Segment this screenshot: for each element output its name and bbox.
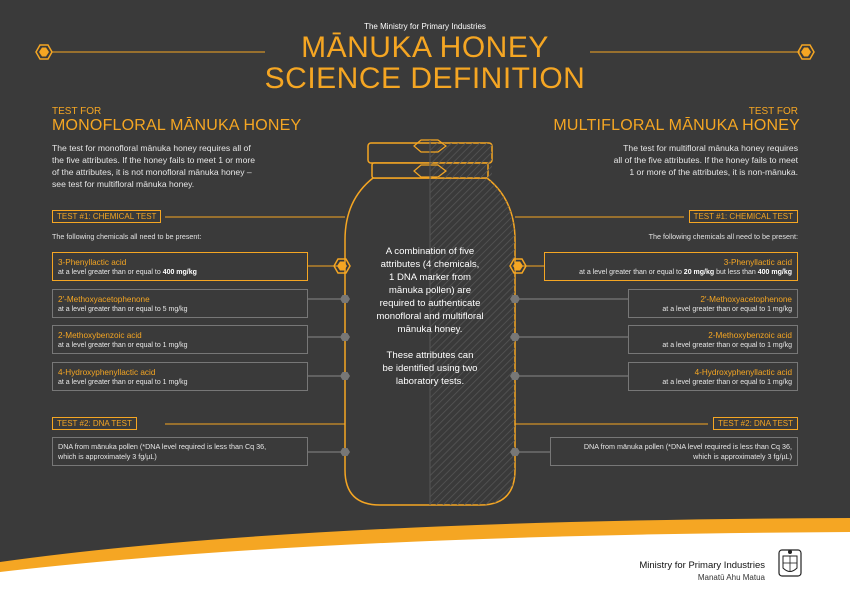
right-dna-box: DNA from mānuka pollen (*DNA level required is less than Cq 36, which is approximately 3 fg/µL) xyxy=(550,437,798,466)
right-intro: The test for multifloral mānuka honey requires all of the five attributes. If the honey fails to meet 1 or more of the attributes, it is non-mānuka. xyxy=(613,143,798,177)
right-chemical-2: 2′-Methoxyacetophenone at a level greater than or equal to 1 mg/kg xyxy=(628,289,798,318)
right-chemical-3: 2-Methoxybenzoic acid at a level greater than or equal to 1 mg/kg xyxy=(628,325,798,354)
left-test2-tag: TEST #2: DNA TEST xyxy=(52,417,137,430)
left-intro: The test for monofloral mānuka honey requires all of the five attributes. If the honey fails to meet 1 or more of the attributes, it is not monofloral mānuka honey – see test for multifloral mānuka honey. xyxy=(52,143,256,189)
right-test1-tag: TEST #1: CHEMICAL TEST xyxy=(689,210,798,223)
left-chemical-1: 3-Phenyllactic acid at a level greater than or equal to 400 mg/kg xyxy=(52,252,308,281)
page-title-line1: MĀNUKA HONEY xyxy=(301,31,549,64)
right-test1-subtitle: The following chemicals all need to be present: xyxy=(648,232,798,241)
right-test2-tag: TEST #2: DNA TEST xyxy=(713,417,798,430)
jar-description: A combination of five attributes (4 chemicals, 1 DNA marker from mānuka pollen) are required to authenticate monofloral and multifloral mānuka honey. These attributes can be identified using two laboratory tests. xyxy=(376,246,484,387)
right-section-heading: MULTIFLORAL MĀNUKA HONEY xyxy=(553,117,800,134)
org-name: Ministry for Primary Industries xyxy=(639,560,765,571)
left-test1-tag: TEST #1: CHEMICAL TEST xyxy=(52,210,161,223)
coat-of-arms-logo xyxy=(779,550,801,576)
page-title-line2: SCIENCE DEFINITION xyxy=(264,62,586,95)
ministry-header: The Ministry for Primary Industries xyxy=(364,22,486,31)
left-chemical-2: 2′-Methoxyacetophenone at a level greater than or equal to 5 mg/kg xyxy=(52,289,308,318)
right-chemical-4: 4-Hydroxyphenyllactic acid at a level greater than or equal to 1 mg/kg xyxy=(628,362,798,391)
left-chemical-3: 2-Methoxybenzoic acid at a level greater than or equal to 1 mg/kg xyxy=(52,325,308,354)
left-section-heading: MONOFLORAL MĀNUKA HONEY xyxy=(52,117,302,134)
left-chemical-4: 4-Hydroxyphenyllactic acid at a level greater than or equal to 1 mg/kg xyxy=(52,362,308,391)
left-dna-box: DNA from mānuka pollen (*DNA level required is less than Cq 36, which is approximately 3 fg/µL) xyxy=(52,437,308,466)
right-chemical-1: 3-Phenyllactic acid at a level greater than or equal to 20 mg/kg but less than 400 mg/kg xyxy=(544,252,798,281)
org-maori-name: Manatū Ahu Matua xyxy=(697,573,765,582)
left-section-label: TEST FOR xyxy=(52,106,102,117)
right-section-label: TEST FOR xyxy=(748,106,798,117)
left-test1-subtitle: The following chemicals all need to be present: xyxy=(52,232,202,241)
footer-org-logo xyxy=(639,560,765,582)
